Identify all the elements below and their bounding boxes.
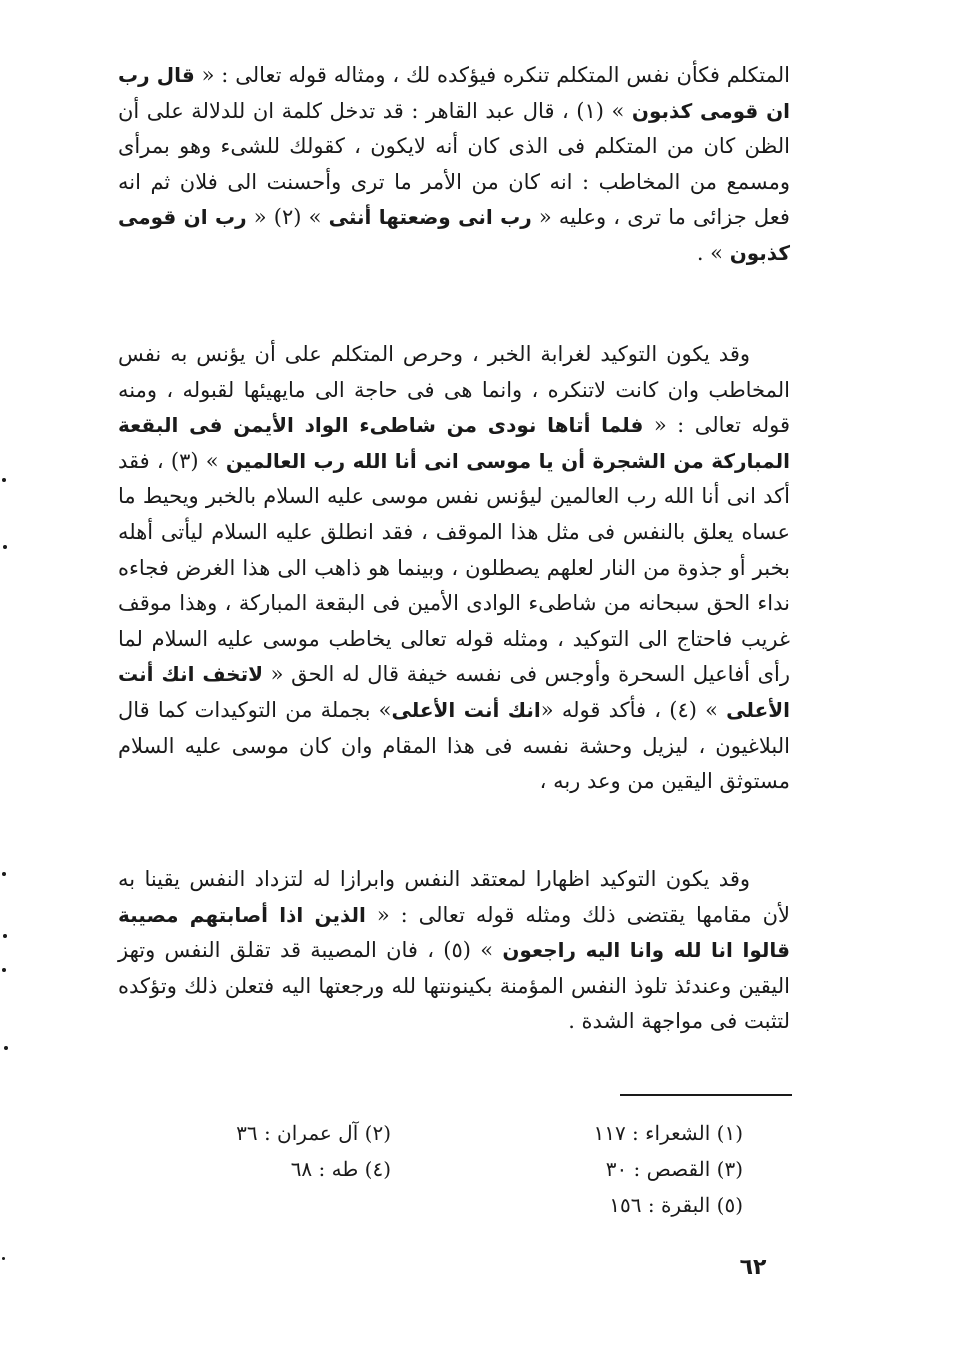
footnote-1: (١) الشعراء : ١١٧ [593, 1121, 743, 1145]
body-text: » (٢) « [246, 205, 329, 230]
scan-speck [2, 1257, 5, 1260]
scan-speck [4, 1046, 8, 1050]
scan-speck [3, 545, 7, 549]
footnote-3: (٣) القصص : ٣٠ [605, 1157, 743, 1181]
quran-quote: رب ان قومى كذبون [118, 205, 790, 265]
page-number: ٦٢ [739, 1255, 767, 1280]
quran-quote: لاتخف انك أنت الأعلى [118, 662, 790, 722]
footnotes-right-column [593, 1116, 743, 1224]
footnote-separator [620, 1094, 792, 1096]
body-text: » بجملة من التوكيدات كما قال البلاغيون ، ليزيل وحشة نفسه فى هذا المقام وان كان موسى عليه السلام مستوثق اليقين من وعد ربه ، [118, 697, 790, 794]
body-text: وقد يكون التوكيد اظهارا لمعتقد النفس وابرازا له لتزداد النفس يقينا به لأن مقامها يقتضى ذلك ومثله قوله تعالى : « [118, 867, 790, 927]
quran-quote: انك أنت الأعلى [391, 697, 541, 722]
footnote-4: (٤) طه : ٦٨ [290, 1157, 391, 1181]
quran-quote: رب انى وضعتها أنثى [328, 205, 532, 230]
paragraph-2 [118, 337, 790, 800]
body-text: المتكلم فكأن نفس المتكلم تنكره فيؤكده لك ، ومثاله قوله تعالى : « [194, 63, 790, 87]
paragraph-1 [118, 58, 790, 272]
scan-speck [2, 968, 6, 972]
paragraph-3 [118, 862, 790, 1040]
quran-quote: قال رب ان قومى كذبون [118, 63, 790, 123]
body-text: » . [696, 240, 730, 265]
body-text: » (٤) ، فأكد قوله « [540, 697, 727, 722]
quran-quote: فلما أتاها نودى من شاطىء الواد الأيمن فى البقعة المباركة من الشجرة أن يا موسى انى أنا الله رب العالمين [118, 413, 790, 473]
footnote-5: (٥) البقرة : ١٥٦ [609, 1193, 743, 1217]
body-text: » (٥) ، فان المصيبة قد تقلق النفس وتهز اليقين وعندئذ تلوذ النفس المؤمنة بكينونتها لله ورجعتها اليه فتعلن ذلك وتؤكده لتثبت فى مواجهة الشدة . [118, 938, 790, 1034]
scan-speck [3, 934, 7, 938]
quran-quote: الذين اذا أصابتهم مصيبة قالوا انا لله وانا اليه راجعون [118, 902, 790, 963]
body-text: وقد يكون التوكيد لغرابة الخبر ، وحرص المتكلم على أن يؤنس به نفس المخاطب وان كانت لاتنكره ، وانما هى فى حاجة الى مايهيئها لقبوله ، ومنه قوله تعالى : « [118, 342, 790, 438]
body-text: » (٣) ، فقد أكد انى أنا الله رب العالمين ليؤنس نفس موسى عليه السلام بالخبر ويحيط ما عساه يعلق بالنفس فى مثل هذا الموقف ، فقد انطلق عليه السلام ليأتى أهله بخبر أو جذوة من النار لعلهم يصطلون ، وبينما هو ذاهب الى هذا الغرض فجاءه نداء الحق سبحانه من شاطىء الوادى الأمين فى البقعة المباركة ، وهذا موقف غريب فاحتاج الى التوكيد ، ومثله قوله تعالى يخاطب موسى عليه السلام لما رأى أفاعيل السحرة وأوجس فى نفسه خيفة قال له الحق « [118, 448, 790, 687]
body-text: » (١) ، قال عبد القاهر : قد تدخل كلمة ان للدلالة على أن الظن كان من المتكلم فى الذى كان أنه لايكون ، كقولك للشىء وهو بمرأى ومسمع من المخاطب : انه كان من الأمر ما ترى وأحسنت الى فلان ثم انه فعل جزائى ما ترى ، وعليه « [118, 98, 790, 230]
footnote-2: (٢) آل عمران : ٣٦ [236, 1121, 391, 1145]
footnotes-left-column [236, 1116, 391, 1188]
scan-speck [2, 872, 6, 876]
scan-speck [2, 478, 6, 482]
